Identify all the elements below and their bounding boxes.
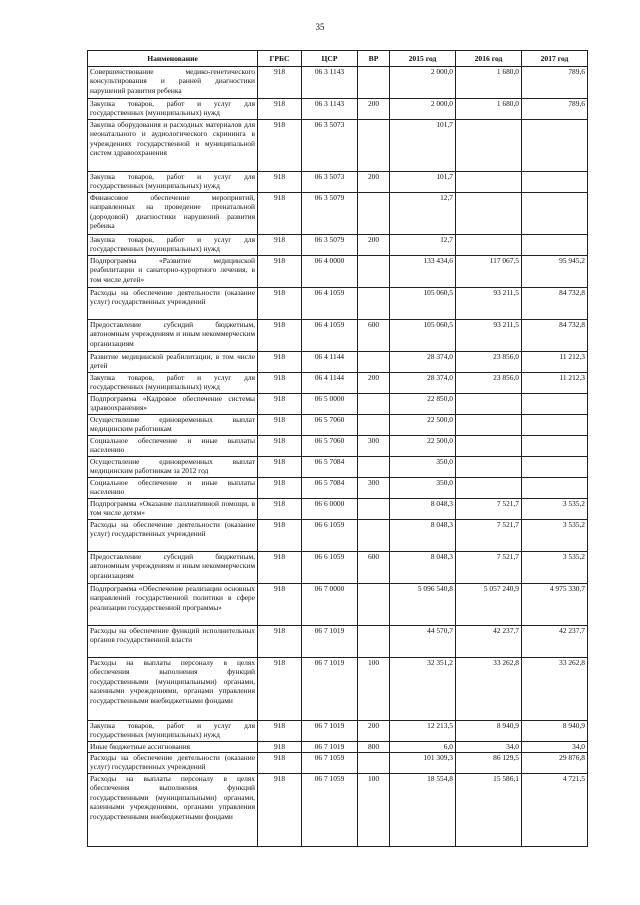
row-2015: 105 060,5 [390, 288, 456, 320]
row-name: Расходы на обеспечение деятельности (оказание услуг) государственных учреждений [88, 753, 258, 774]
row-2016 [456, 394, 522, 415]
row-csr: 06 6 1059 [302, 520, 358, 552]
row-csr: 06 5 7084 [302, 457, 358, 478]
header-2017: 2017 год [522, 51, 588, 67]
row-2016 [456, 193, 522, 235]
row-name: Финансовое обеспечение мероприятий, направленных на проведение пренатальной (дородовой) диагностики нарушений развития ребенка [88, 193, 258, 235]
row-name: Иные бюджетные ассигнования [88, 742, 258, 753]
table-row [88, 352, 588, 373]
row-2016: 93 211,5 [456, 288, 522, 320]
row-grbs: 918 [258, 626, 302, 658]
row-grbs: 918 [258, 520, 302, 552]
row-2015: 133 434,6 [390, 256, 456, 288]
row-vr: 200 [358, 99, 390, 120]
row-vr [358, 120, 390, 172]
row-2015: 22 500,0 [390, 415, 456, 436]
row-2016: 7 521,7 [456, 499, 522, 520]
row-name: Осуществление единовременных выплат медицинским работникам за 2012 год [88, 457, 258, 478]
row-2015: 8 048,3 [390, 520, 456, 552]
row-2017 [522, 478, 588, 499]
row-grbs: 918 [258, 320, 302, 352]
table-row [88, 478, 588, 499]
row-csr: 06 4 1144 [302, 352, 358, 373]
row-2016: 7 521,7 [456, 552, 522, 584]
row-csr: 06 5 7084 [302, 478, 358, 499]
row-name: Социальное обеспечение и иные выплаты населению [88, 478, 258, 499]
row-vr [358, 394, 390, 415]
row-2017: 789,6 [522, 67, 588, 99]
row-vr [358, 256, 390, 288]
row-name: Расходы на обеспечение деятельности (оказание услуг) государственных учреждений [88, 520, 258, 552]
row-2016: 33 262,8 [456, 658, 522, 721]
row-csr: 06 7 1019 [302, 626, 358, 658]
table-row [88, 415, 588, 436]
row-2017: 29 876,8 [522, 753, 588, 774]
row-2015: 350,0 [390, 478, 456, 499]
row-csr: 06 6 1059 [302, 552, 358, 584]
row-2017: 3 535,2 [522, 552, 588, 584]
header-2016: 2016 год [456, 51, 522, 67]
row-2016: 1 680,0 [456, 99, 522, 120]
table-row [88, 753, 588, 774]
header-csr: ЦСР [302, 51, 358, 67]
table-row [88, 721, 588, 742]
table-row [88, 235, 588, 256]
row-name: Социальное обеспечение и иные выплаты населению [88, 436, 258, 457]
row-grbs: 918 [258, 415, 302, 436]
row-grbs: 918 [258, 373, 302, 394]
row-2015: 101,7 [390, 172, 456, 193]
budget-table [87, 50, 588, 847]
table-row [88, 120, 588, 172]
table-row [88, 288, 588, 320]
row-2016: 86 129,5 [456, 753, 522, 774]
row-2016: 1 680,0 [456, 67, 522, 99]
row-vr: 200 [358, 721, 390, 742]
row-csr: 06 5 7060 [302, 415, 358, 436]
table-row [88, 172, 588, 193]
row-grbs: 918 [258, 99, 302, 120]
row-2017 [522, 394, 588, 415]
row-name: Закупка товаров, работ и услуг для государственных (муниципальных) нужд [88, 172, 258, 193]
table-row [88, 457, 588, 478]
header-2015: 2015 год [390, 51, 456, 67]
row-name: Расходы на обеспечение функций исполнительных органов государственной власти [88, 626, 258, 658]
row-2015: 12,7 [390, 193, 456, 235]
row-csr: 06 4 1059 [302, 320, 358, 352]
table-row [88, 499, 588, 520]
row-vr: 100 [358, 774, 390, 847]
table-row [88, 626, 588, 658]
row-2015: 2 000,0 [390, 67, 456, 99]
row-2016 [456, 235, 522, 256]
row-name: Расходы на выплаты персоналу в целях обеспечения выполнения функций государственными (муниципальными) органами, казенными учреждениями, органами управления государственными внебюджетными фондами [88, 658, 258, 721]
row-2017: 3 535,2 [522, 520, 588, 552]
row-2016 [456, 172, 522, 193]
row-grbs: 918 [258, 394, 302, 415]
row-csr: 06 5 0000 [302, 394, 358, 415]
row-vr: 200 [358, 373, 390, 394]
table-row [88, 552, 588, 584]
row-csr: 06 7 1019 [302, 721, 358, 742]
row-grbs: 918 [258, 67, 302, 99]
row-2017: 84 732,8 [522, 320, 588, 352]
table-row [88, 99, 588, 120]
row-grbs: 918 [258, 742, 302, 753]
row-grbs: 918 [258, 256, 302, 288]
row-grbs: 918 [258, 457, 302, 478]
table-row [88, 373, 588, 394]
row-csr: 06 3 5079 [302, 235, 358, 256]
row-name: Осуществление единовременных выплат медицинским работникам [88, 415, 258, 436]
row-2016: 117 067,5 [456, 256, 522, 288]
table-row [88, 193, 588, 235]
row-2017: 3 535,2 [522, 499, 588, 520]
row-grbs: 918 [258, 774, 302, 847]
row-2017: 84 732,8 [522, 288, 588, 320]
row-2017: 4 721,5 [522, 774, 588, 847]
row-2017: 95 945,2 [522, 256, 588, 288]
row-2016 [456, 436, 522, 457]
table-row [88, 394, 588, 415]
row-2016: 5 057 240,9 [456, 584, 522, 626]
row-2016: 42 237,7 [456, 626, 522, 658]
table-row [88, 320, 588, 352]
row-grbs: 918 [258, 235, 302, 256]
header-name: Наименование [88, 51, 258, 67]
row-vr [358, 499, 390, 520]
row-2015: 28 374,0 [390, 352, 456, 373]
row-2015: 44 570,7 [390, 626, 456, 658]
row-vr: 600 [358, 320, 390, 352]
row-2016: 15 586,1 [456, 774, 522, 847]
row-grbs: 918 [258, 478, 302, 499]
table-row [88, 520, 588, 552]
row-2015: 12 213,5 [390, 721, 456, 742]
row-csr: 06 4 1144 [302, 373, 358, 394]
row-vr: 100 [358, 658, 390, 721]
row-csr: 06 7 1059 [302, 774, 358, 847]
row-grbs: 918 [258, 721, 302, 742]
row-2015: 101 309,3 [390, 753, 456, 774]
row-2017 [522, 235, 588, 256]
table-row [88, 256, 588, 288]
row-2017: 4 975 330,7 [522, 584, 588, 626]
row-csr: 06 7 1019 [302, 742, 358, 753]
row-grbs: 918 [258, 172, 302, 193]
row-vr [358, 753, 390, 774]
row-csr: 06 3 1143 [302, 99, 358, 120]
row-csr: 06 3 5073 [302, 172, 358, 193]
row-2015: 18 554,8 [390, 774, 456, 847]
row-name: Подпрограмма «Развитие медицинской реабилитации и санаторно-курортного лечения, в том числе детей» [88, 256, 258, 288]
row-vr [358, 415, 390, 436]
row-name: Подпрограмма «Кадровое обеспечение системы здравоохранения» [88, 394, 258, 415]
row-vr [358, 67, 390, 99]
row-grbs: 918 [258, 658, 302, 721]
row-2015: 28 374,0 [390, 373, 456, 394]
row-2016: 8 940,9 [456, 721, 522, 742]
row-grbs: 918 [258, 352, 302, 373]
row-2016 [456, 478, 522, 499]
row-grbs: 918 [258, 288, 302, 320]
row-vr [358, 584, 390, 626]
row-2017 [522, 457, 588, 478]
row-name: Закупка товаров, работ и услуг для государственных (муниципальных) нужд [88, 721, 258, 742]
row-vr: 200 [358, 172, 390, 193]
row-name: Подпрограмма «Обеспечение реализации основных направлений государственной политики в сфере реализации государственной программы» [88, 584, 258, 626]
row-name: Закупка оборудования и расходных материалов для неонатального и аудиологического скрининга в учреждениях государственной и муниципальной систем здравоохранения [88, 120, 258, 172]
row-csr: 06 3 1143 [302, 67, 358, 99]
row-name: Предоставление субсидий бюджетным, автономным учреждениям и иным некоммерческим организациям [88, 552, 258, 584]
row-grbs: 918 [258, 499, 302, 520]
row-2017: 11 212,3 [522, 352, 588, 373]
row-2015: 8 048,3 [390, 552, 456, 584]
row-vr [358, 288, 390, 320]
row-2015: 2 000,0 [390, 99, 456, 120]
row-name: Закупка товаров, работ и услуг для государственных (муниципальных) нужд [88, 99, 258, 120]
row-name: Закупка товаров, работ и услуг для государственных (муниципальных) нужд [88, 373, 258, 394]
row-grbs: 918 [258, 552, 302, 584]
row-vr [358, 626, 390, 658]
row-2015: 8 048,3 [390, 499, 456, 520]
row-vr: 300 [358, 436, 390, 457]
row-2015: 6,0 [390, 742, 456, 753]
row-csr: 06 7 1019 [302, 658, 358, 721]
row-csr: 06 3 5079 [302, 193, 358, 235]
row-vr: 300 [358, 478, 390, 499]
row-name: Развитие медицинской реабилитации, в том числе детей [88, 352, 258, 373]
table-row [88, 742, 588, 753]
row-2016 [456, 457, 522, 478]
row-2015: 101,7 [390, 120, 456, 172]
row-vr: 200 [358, 235, 390, 256]
row-2016: 23 856,0 [456, 373, 522, 394]
row-2015: 22 500,0 [390, 436, 456, 457]
row-2017: 34,0 [522, 742, 588, 753]
row-2015: 105 060,5 [390, 320, 456, 352]
row-2017 [522, 172, 588, 193]
row-2017: 11 212,3 [522, 373, 588, 394]
row-2017 [522, 120, 588, 172]
header-row [88, 51, 588, 67]
row-name: Расходы на выплаты персоналу в целях обеспечения выполнения функций государственными (муниципальными) органами, казенными учреждениями, органами управления государственными внебюджетными фондами [88, 774, 258, 847]
row-name: Расходы на обеспечение деятельности (оказание услуг) государственных учреждений [88, 288, 258, 320]
row-vr [358, 457, 390, 478]
row-2017: 42 237,7 [522, 626, 588, 658]
row-2016 [456, 415, 522, 436]
table-row [88, 67, 588, 99]
table-row [88, 774, 588, 847]
header-vr: ВР [358, 51, 390, 67]
row-2016: 34,0 [456, 742, 522, 753]
row-name: Совершенствование медико-генетического консультирования и ранней диагностики нарушений развития ребенка [88, 67, 258, 99]
row-vr: 600 [358, 552, 390, 584]
row-2015: 12,7 [390, 235, 456, 256]
row-csr: 06 6 0000 [302, 499, 358, 520]
row-2017 [522, 436, 588, 457]
row-2015: 32 351,2 [390, 658, 456, 721]
row-csr: 06 7 0000 [302, 584, 358, 626]
row-vr [358, 520, 390, 552]
row-vr [358, 193, 390, 235]
header-grbs: ГРБС [258, 51, 302, 67]
row-csr: 06 3 5073 [302, 120, 358, 172]
row-vr [358, 352, 390, 373]
row-2017: 33 262,8 [522, 658, 588, 721]
row-name: Подпрограмма «Оказание паллиативной помощи, в том числе детям» [88, 499, 258, 520]
row-2015: 350,0 [390, 457, 456, 478]
row-csr: 06 4 0000 [302, 256, 358, 288]
row-csr: 06 4 1059 [302, 288, 358, 320]
row-grbs: 918 [258, 584, 302, 626]
table-row [88, 584, 588, 626]
row-name: Закупка товаров, работ и услуг для государственных (муниципальных) нужд [88, 235, 258, 256]
row-csr: 06 5 7060 [302, 436, 358, 457]
row-grbs: 918 [258, 120, 302, 172]
row-vr: 800 [358, 742, 390, 753]
page-number: 35 [315, 22, 325, 32]
row-name: Предоставление субсидий бюджетным, автономным учреждениям и иным некоммерческим организациям [88, 320, 258, 352]
row-2017: 789,6 [522, 99, 588, 120]
table-row [88, 436, 588, 457]
row-2017 [522, 193, 588, 235]
row-csr: 06 7 1059 [302, 753, 358, 774]
row-2015: 5 096 540,8 [390, 584, 456, 626]
row-2017: 8 940,9 [522, 721, 588, 742]
row-grbs: 918 [258, 193, 302, 235]
row-2015: 22 850,0 [390, 394, 456, 415]
row-2017 [522, 415, 588, 436]
row-2016: 93 211,5 [456, 320, 522, 352]
row-2016: 7 521,7 [456, 520, 522, 552]
row-grbs: 918 [258, 753, 302, 774]
row-2016 [456, 120, 522, 172]
row-2016: 23 856,0 [456, 352, 522, 373]
table-row [88, 658, 588, 721]
row-grbs: 918 [258, 436, 302, 457]
